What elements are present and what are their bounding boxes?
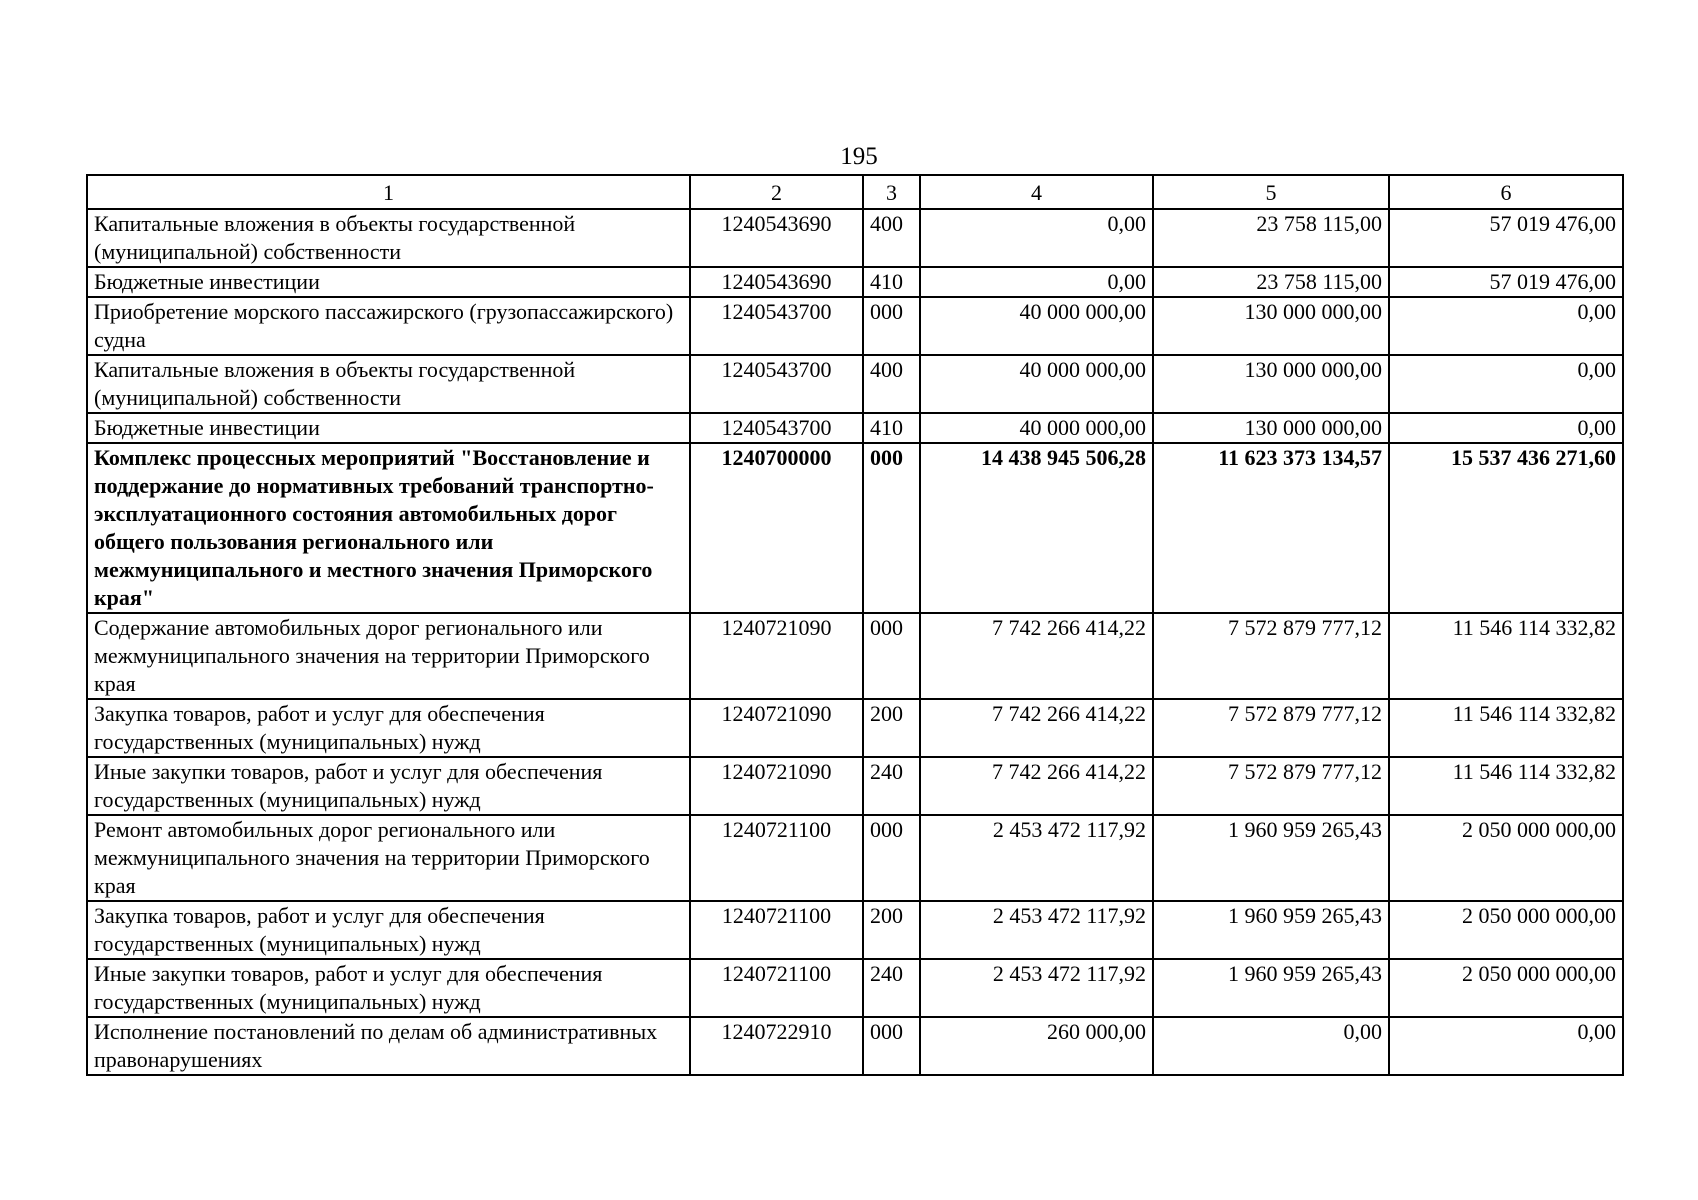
row-amount-6: 0,00: [1389, 297, 1623, 355]
row-name: Иные закупки товаров, работ и услуг для обеспечения государственных (муниципальных) нужд: [87, 757, 690, 815]
row-amount-5: 130 000 000,00: [1153, 413, 1389, 443]
row-amount-4: 2 453 472 117,92: [920, 901, 1153, 959]
column-header-amount-5: 5: [1153, 175, 1389, 209]
row-amount-5: 1 960 959 265,43: [1153, 959, 1389, 1017]
row-expense-type: 400: [863, 355, 920, 413]
row-name: Капитальные вложения в объекты государственной (муниципальной) собственности: [87, 209, 690, 267]
table-row: [87, 209, 1623, 267]
row-code: 1240721090: [690, 757, 863, 815]
table-row: [87, 815, 1623, 901]
row-amount-4: 14 438 945 506,28: [920, 443, 1153, 613]
table-row: [87, 1017, 1623, 1075]
row-expense-type: 410: [863, 267, 920, 297]
row-amount-4: 0,00: [920, 267, 1153, 297]
table-row: [87, 267, 1623, 297]
table-row: [87, 297, 1623, 355]
row-name: Закупка товаров, работ и услуг для обеспечения государственных (муниципальных) нужд: [87, 699, 690, 757]
row-code: 1240721090: [690, 613, 863, 699]
row-amount-5: 130 000 000,00: [1153, 297, 1389, 355]
column-header-type: 3: [863, 175, 920, 209]
column-header-name: 1: [87, 175, 690, 209]
table-row: [87, 959, 1623, 1017]
row-amount-4: 2 453 472 117,92: [920, 815, 1153, 901]
row-name: Капитальные вложения в объекты государственной (муниципальной) собственности: [87, 355, 690, 413]
row-amount-5: 11 623 373 134,57: [1153, 443, 1389, 613]
row-expense-type: 000: [863, 443, 920, 613]
row-code: 1240543690: [690, 267, 863, 297]
row-name: Исполнение постановлений по делам об административных правонарушениях: [87, 1017, 690, 1075]
row-code: 1240543690: [690, 209, 863, 267]
row-expense-type: 410: [863, 413, 920, 443]
header-row: [87, 175, 1623, 209]
column-header-amount-6: 6: [1389, 175, 1623, 209]
page-number: 195: [840, 143, 878, 170]
table-row: [87, 757, 1623, 815]
row-name: Приобретение морского пассажирского (грузопассажирского) судна: [87, 297, 690, 355]
row-code: 1240721090: [690, 699, 863, 757]
row-amount-4: 7 742 266 414,22: [920, 613, 1153, 699]
row-amount-6: 2 050 000 000,00: [1389, 959, 1623, 1017]
row-amount-6: 0,00: [1389, 355, 1623, 413]
row-amount-5: 7 572 879 777,12: [1153, 699, 1389, 757]
row-amount-5: 23 758 115,00: [1153, 209, 1389, 267]
row-code: 1240721100: [690, 959, 863, 1017]
row-expense-type: 200: [863, 699, 920, 757]
row-name: Бюджетные инвестиции: [87, 267, 690, 297]
row-amount-5: 1 960 959 265,43: [1153, 815, 1389, 901]
row-amount-4: 2 453 472 117,92: [920, 959, 1153, 1017]
table-row: [87, 901, 1623, 959]
row-expense-type: 000: [863, 297, 920, 355]
row-code: 1240543700: [690, 297, 863, 355]
row-name: Ремонт автомобильных дорог регионального или межмуниципального значения на территории Приморского края: [87, 815, 690, 901]
column-header-code: 2: [690, 175, 863, 209]
row-expense-type: 200: [863, 901, 920, 959]
table-row: [87, 613, 1623, 699]
row-code: 1240721100: [690, 901, 863, 959]
row-code: 1240722910: [690, 1017, 863, 1075]
row-amount-4: 0,00: [920, 209, 1153, 267]
row-amount-5: 1 960 959 265,43: [1153, 901, 1389, 959]
row-expense-type: 000: [863, 613, 920, 699]
row-expense-type: 240: [863, 959, 920, 1017]
row-amount-6: 0,00: [1389, 413, 1623, 443]
row-amount-4: 260 000,00: [920, 1017, 1153, 1075]
row-amount-6: 2 050 000 000,00: [1389, 901, 1623, 959]
row-expense-type: 240: [863, 757, 920, 815]
row-amount-6: 0,00: [1389, 1017, 1623, 1075]
row-name: Закупка товаров, работ и услуг для обеспечения государственных (муниципальных) нужд: [87, 901, 690, 959]
row-amount-6: 57 019 476,00: [1389, 267, 1623, 297]
row-amount-4: 40 000 000,00: [920, 355, 1153, 413]
row-expense-type: 000: [863, 1017, 920, 1075]
table-row-section-total: [87, 443, 1623, 613]
row-amount-6: 57 019 476,00: [1389, 209, 1623, 267]
row-name: Содержание автомобильных дорог регионального или межмуниципального значения на территории Приморского края: [87, 613, 690, 699]
row-expense-type: 400: [863, 209, 920, 267]
row-amount-5: 23 758 115,00: [1153, 267, 1389, 297]
row-amount-4: 7 742 266 414,22: [920, 757, 1153, 815]
row-amount-5: 0,00: [1153, 1017, 1389, 1075]
row-name: Бюджетные инвестиции: [87, 413, 690, 443]
row-code: 1240543700: [690, 413, 863, 443]
row-code: 1240721100: [690, 815, 863, 901]
row-amount-6: 11 546 114 332,82: [1389, 699, 1623, 757]
row-name: Иные закупки товаров, работ и услуг для обеспечения государственных (муниципальных) нужд: [87, 959, 690, 1017]
table-row: [87, 355, 1623, 413]
column-header-amount-4: 4: [920, 175, 1153, 209]
row-amount-4: 40 000 000,00: [920, 413, 1153, 443]
budget-table: [86, 174, 1624, 1076]
row-amount-4: 40 000 000,00: [920, 297, 1153, 355]
row-amount-5: 7 572 879 777,12: [1153, 613, 1389, 699]
row-amount-4: 7 742 266 414,22: [920, 699, 1153, 757]
row-amount-6: 15 537 436 271,60: [1389, 443, 1623, 613]
row-name: Комплекс процессных мероприятий "Восстановление и поддержание до нормативных требований транспортно-эксплуатационного состояния автомобильных дорог общего пользования регионального или межмуниципального и местного значения Приморского края": [87, 443, 690, 613]
row-expense-type: 000: [863, 815, 920, 901]
row-amount-5: 130 000 000,00: [1153, 355, 1389, 413]
row-amount-5: 7 572 879 777,12: [1153, 757, 1389, 815]
table-row: [87, 413, 1623, 443]
row-amount-6: 11 546 114 332,82: [1389, 757, 1623, 815]
table-row: [87, 699, 1623, 757]
row-amount-6: 11 546 114 332,82: [1389, 613, 1623, 699]
row-amount-6: 2 050 000 000,00: [1389, 815, 1623, 901]
row-code: 1240543700: [690, 355, 863, 413]
row-code: 1240700000: [690, 443, 863, 613]
